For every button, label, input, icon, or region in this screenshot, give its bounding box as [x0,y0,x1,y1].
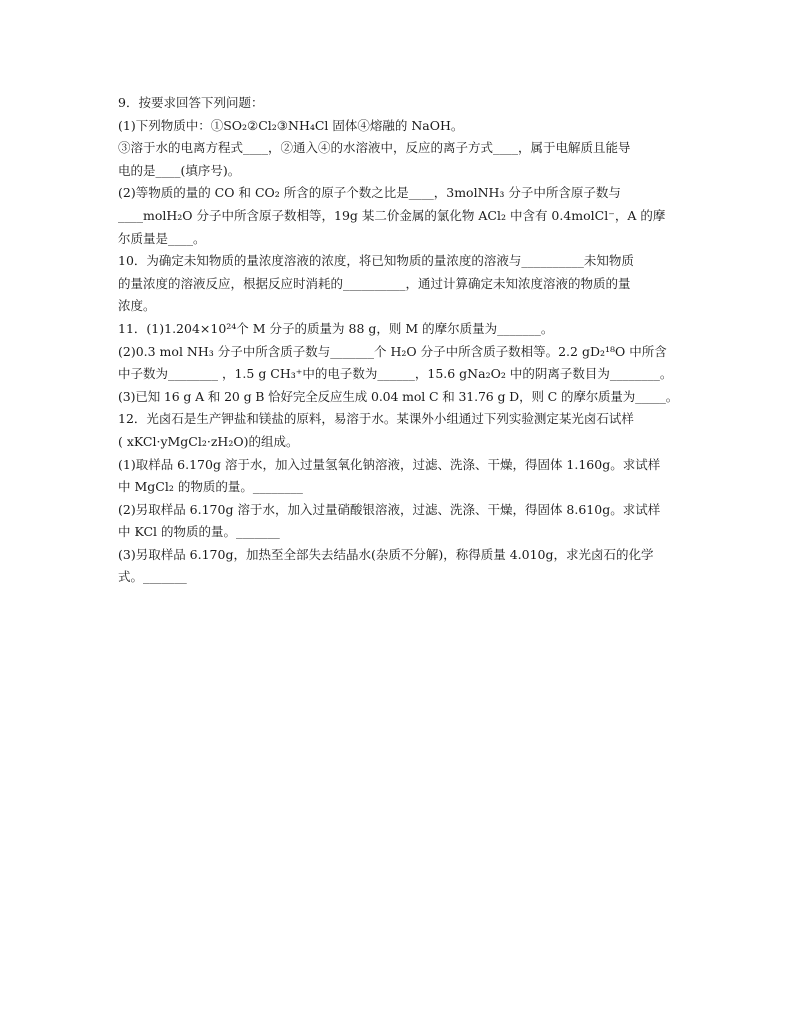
text-line: 式。_______ [118,569,187,585]
text-line: 电的是____(填序号)。 [118,162,241,178]
text-line: (2)0.3 mol NH₃ 分子中所含质子数与_______个 H₂O 分子中所含质子数相等。2.2 gD₂¹⁸O 中所含 [118,343,667,359]
question-9 [118,92,678,250]
text-line: 中 KCl 的物质的量。_______ [118,524,280,540]
text-line: 12．光卤石是生产钾盐和镁盐的原料，易溶于水。某课外小组通过下列实验测定某光卤石试样 [118,411,634,427]
text-line: (3)已知 16 g A 和 20 g B 恰好完全反应生成 0.04 mol C 和 31.76 g D，则 C 的摩尔质量为_____。 [118,388,678,404]
text-line: ____molH₂O 分子中所含原子数相等，19g 某二价金属的氯化物 ACl₂ 中含有 0.4molCl⁻，A 的摩 [118,207,666,223]
text-line: (1)下列物质中：①SO₂②Cl₂③NH₄Cl 固体④熔融的 NaOH。 [118,117,464,133]
text-line: 11．(1)1.204×10²⁴个 M 分子的质量为 88 g，则 M 的摩尔质量为_______。 [118,320,554,336]
text-line: 10．为确定未知物质的量浓度溶液的浓度，将已知物质的量浓度的溶液与__________未知物质 [118,253,634,269]
text-line: 尔质量是____。 [118,230,206,246]
text-line: 的量浓度的溶液反应，根据反应时消耗的__________，通过计算确定未知浓度溶液的物质的量 [118,275,631,291]
text-line: 中子数为________ ，1.5 g CH₃⁺中的电子数为______，15.6 gNa₂O₂ 中的阴离子数目为________。 [118,366,673,382]
text-line: (2)等物质的量的 CO 和 CO₂ 所含的原子个数之比是____，3molNH₃ 分子中所含原子数与 [118,185,621,201]
text-line: ( xKCl·yMgCl₂·zH₂O)的组成。 [118,433,299,449]
text-line: 浓度。 [118,298,156,314]
question-11 [118,318,678,408]
text-line: 9．按要求回答下列问题： [118,95,264,110]
text-line: (1)取样品 6.170g 溶于水，加入过量氢氧化钠溶液，过滤、洗涤、干燥，得固体 1.160g。求试样 [118,456,661,472]
question-10 [118,250,678,318]
question-12 [118,408,678,589]
text-line: ③溶于水的电离方程式____，②通入④的水溶液中，反应的离子方式____，属于电解质且能导 [118,140,631,156]
text-line: 中 MgCl₂ 的物质的量。________ [118,479,303,495]
question-content [118,92,678,589]
text-line: (2)另取样品 6.170g 溶于水，加入过量硝酸银溶液，过滤、洗涤、干燥，得固体 8.610g。求试样 [118,501,661,517]
text-line: (3)另取样品 6.170g，加热至全部失去结晶水(杂质不分解)，称得质量 4.010g，求光卤石的化学 [118,546,654,562]
